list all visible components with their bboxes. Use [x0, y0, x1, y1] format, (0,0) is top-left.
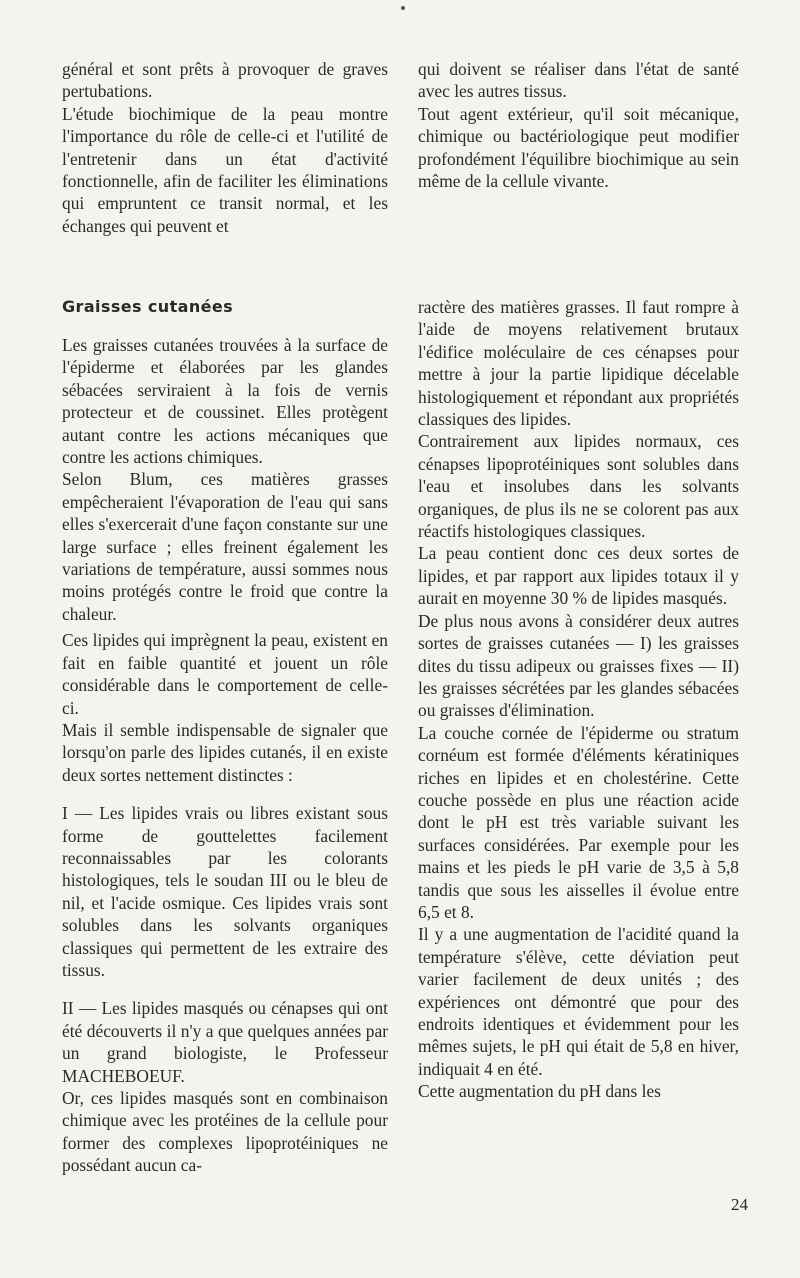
top-left-column [62, 58, 388, 237]
paragraph: La peau contient donc ces deux sortes de lipides, et par rapport aux lipides totaux il y aurait en moyenne 30 % de lipides masqués. [418, 543, 739, 609]
paragraph: qui doivent se réaliser dans l'état de santé avec les autres tissus. [418, 59, 739, 102]
paragraph: Selon Blum, ces matières grasses empêcheraient l'évaporation de l'eau qui sans elles s'exercerait d'une façon constante sur une large surface ; elles freinent également les variations de température, aussi sommes nous moins protégés contre le froid que contre la chaleur. [62, 469, 388, 624]
paragraph: Il y a une augmentation de l'acidité quand la température s'élève, cette déviation peut varier facilement de deux unités ; des expériences ont démontré que pour des endroits identiques et évidemment pour les mêmes sujets, le pH qui était de 5,8 en hiver, indiquait 4 en été. [418, 924, 739, 1079]
paragraph: Ces lipides qui imprègnent la peau, existent en fait en faible quantité et jouent un rôle considérable dans le comportement de celle-ci. [62, 630, 388, 718]
paragraph: ractère des matières grasses. Il faut rompre à l'aide de moyens relativement brutaux l'édifice moléculaire de ces cénapses pour mettre à jour la partie lipidique décelable histologiquement et répondant aux propriétés classiques des lipides. [418, 297, 739, 430]
paragraph: II — Les lipides masqués ou cénapses qui ont été découverts il n'y a que quelques années par un grand biologiste, le Professeur MACHEBOEUF. [62, 998, 388, 1086]
scan-mark [401, 6, 405, 10]
paragraph: général et sont prêts à provoquer de graves pertubations. [62, 59, 388, 102]
paragraph: La couche cornée de l'épiderme ou stratum cornéum est formée d'éléments kératiniques riches en lipides et en cholestérine. Cette couche possède en plus une réaction acide dont le pH est très variable suivant les surfaces considérées. Par exemple pour les mains et les pieds le pH varie de 3,5 à 5,8 tandis que sous les aisselles il évolue entre 6,5 et 8. [418, 722, 739, 922]
page-number: 24 [731, 1195, 748, 1214]
paragraph: Mais il semble indispensable de signaler que lorsqu'on parle des lipides cutanés, il en existe deux sortes nettement distinctes : [62, 719, 388, 785]
paragraph: Tout agent extérieur, qu'il soit mécanique, chimique ou bactériologique peut modifier profondément l'équilibre biochimique au sein même de la cellule vivante. [418, 103, 739, 192]
section-right-column [418, 296, 739, 1103]
paragraph: I — Les lipides vrais ou libres existant sous forme de gouttelettes facilement reconnaissables par les colorants histologiques, tels le soudan III ou le bleu de nil, et l'acide osmique. Ces lipides vrais sont solubles dans les solvants organiques classiques qui permettent de les extraire des tissus. [62, 803, 388, 980]
section-left-column [62, 296, 388, 1177]
paragraph: L'étude biochimique de la peau montre l'importance du rôle de celle-ci et l'utilité de l'entretenir dans un état d'activité fonctionnelle, afin de faciliter les éliminations qui empruntent ce transit normal, et les échanges qui peuvent et [62, 103, 388, 236]
paragraph: De plus nous avons à considérer deux autres sortes de graisses cutanées — I) les graisses dites du tissu adipeux ou graisses fixes — II) les graisses sécrétées par les glandes sébacées ou graisses d'élimination. [418, 610, 739, 721]
top-right-column [418, 58, 739, 192]
paragraph: Cette augmentation du pH dans les [418, 1081, 661, 1102]
paragraph: Les graisses cutanées trouvées à la surface de l'épiderme et élaborées par les glandes sébacées serviraient à la fois de vernis protecteur et de coussinet. Elles protègent autant contre les actions mécaniques que contre les actions chimiques. [62, 335, 388, 468]
section-heading: Graisses cutanées [62, 297, 234, 316]
paragraph: Contrairement aux lipides normaux, ces cénapses lipoprotéiniques sont solubles dans l'eau et insolubes dans les solvants organiques, de plus ils ne se colorent pas aux réactifs histologiques classiques. [418, 431, 739, 542]
paragraph: Or, ces lipides masqués sont en combinaison chimique avec les protéines de la cellule pour former des complexes lipoprotéiniques ne possédant aucun ca- [62, 1088, 388, 1176]
